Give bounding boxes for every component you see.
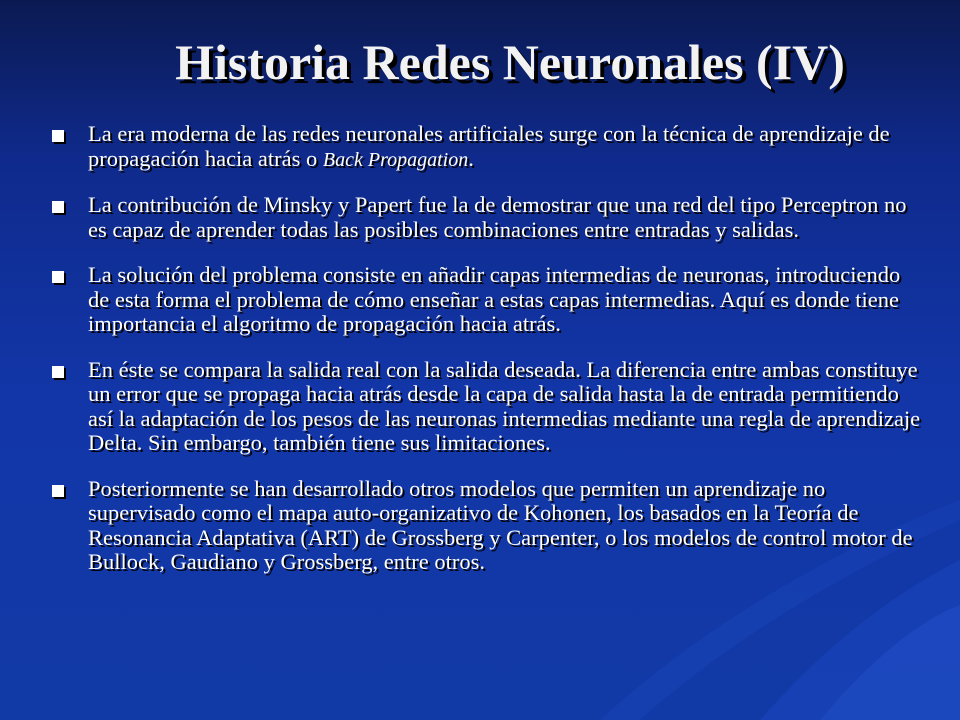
bullet-item xyxy=(52,358,922,456)
square-bullet-icon xyxy=(52,271,64,283)
square-bullet-icon xyxy=(52,366,64,378)
slide-title: Historia Redes Neuronales (IV) xyxy=(175,34,845,90)
bullet-text: Posteriormente se han desarrollado otros modelos que permiten un aprendizaje no supervisado como el mapa auto-organizativo de Kohonen, los basados en la Teoría de Resonancia Adaptativa (ART) de Grossberg y Carpenter, o los modelos de control motor de Bullock, Gaudiano y Grossberg, entre otros. xyxy=(88,475,913,574)
bullet-text: La era moderna de las redes neuronales artificiales surge con la técnica de aprendizaje de propagación hacia atrás o Back Propagation. xyxy=(88,121,890,171)
bullet-item xyxy=(52,263,922,337)
bullet-text: La solución del problema consiste en añadir capas intermedias de neuronas, introduciendo de esta forma el problema de cómo enseñar a estas capas intermedias. Aquí es donde tiene importancia el algoritmo de propagación hacia atrás. xyxy=(88,262,901,336)
square-bullet-icon xyxy=(52,485,64,497)
bullet-list xyxy=(52,122,922,596)
bullet-text: En éste se compara la salida real con la salida deseada. La diferencia entre ambas constituye un error que se propaga hacia atrás desde la capa de salida hasta la de entrada permitiendo así la adaptación de los pesos de las neuronas intermedias mediante una regla de aprendizaje Delta. Sin embargo, también tiene sus limitaciones. xyxy=(88,356,921,455)
bullet-item xyxy=(52,477,922,575)
bullet-item xyxy=(52,122,922,172)
bullet-text: La contribución de Minsky y Papert fue la de demostrar que una red del tipo Perceptron no es capaz de aprender todas las posibles combinaciones entre entradas y salidas. xyxy=(88,192,907,242)
bullet-item xyxy=(52,193,922,242)
square-bullet-icon xyxy=(52,130,64,142)
square-bullet-icon xyxy=(52,201,64,213)
bullet-italic-term: Back Propagation xyxy=(322,148,469,171)
